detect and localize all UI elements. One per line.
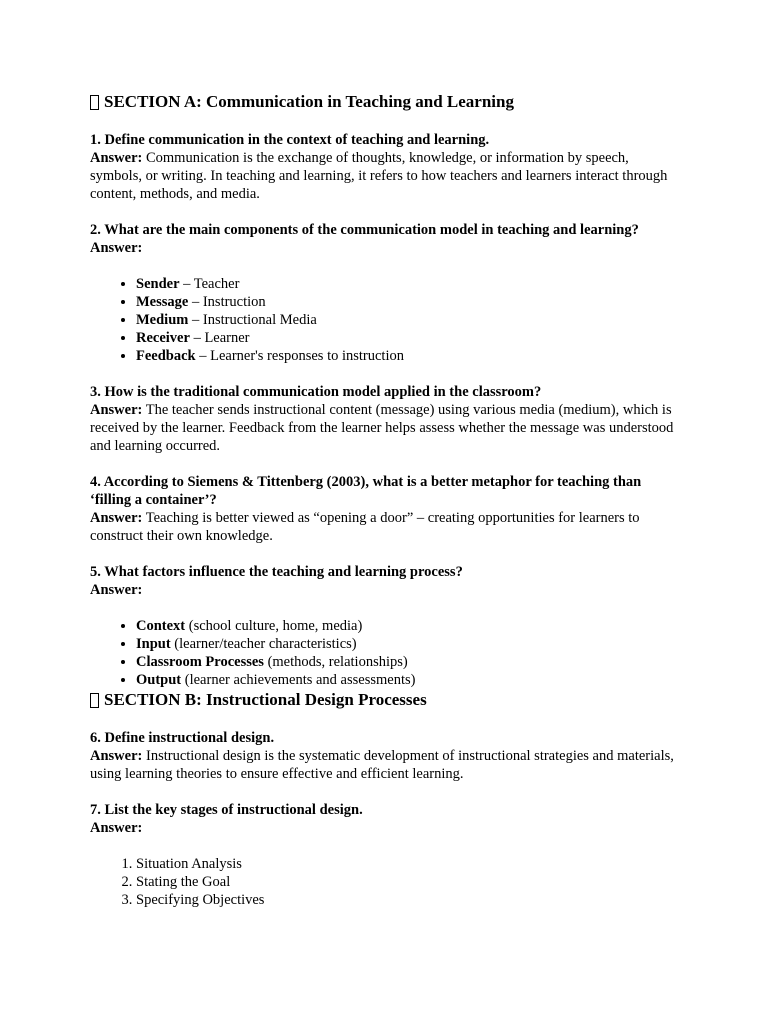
answer-text: The teacher sends instructional content (message) using various media (medium), which is received by the learner. Feedback from the learner helps assess whether the message was understood and learning occurred. [90,402,674,454]
answer-label: Answer: [90,820,143,836]
list-item [136,275,678,293]
list-desc: (school culture, home, media) [185,618,363,634]
list-term: Output [136,672,182,688]
answer-label: Answer: [90,510,143,526]
answer-paragraph [90,747,678,783]
list-term: Context [136,618,186,634]
list-desc: – Learner [189,330,250,346]
question-7 [90,801,678,909]
list-desc: (methods, relationships) [263,654,408,670]
answer-label: Answer: [90,150,143,166]
components-list [90,275,678,365]
answer-paragraph [90,401,678,455]
list-item: 3. Specifying Objectives [136,891,678,909]
list-term: Medium [136,312,189,328]
question-4 [90,473,678,545]
question-1 [90,131,678,203]
section-a-heading [90,91,678,113]
answer-label: Answer: [90,582,143,598]
list-item [136,311,678,329]
list-term: Receiver [136,330,190,346]
list-item [136,653,678,671]
answer-label: Answer: [90,748,143,764]
question-text: 1. Define communication in the context of teaching and learning. [90,132,490,148]
list-item [136,635,678,653]
answer-label: Answer: [90,240,143,256]
section-a-title: SECTION A: Communication in Teaching and Learning [104,92,514,111]
answer-text: Instructional design is the systematic development of instructional strategies and materials, using learning theories to ensure effective and efficient learning. [90,748,674,782]
factors-list [90,617,678,689]
question-2 [90,221,678,365]
list-term: Feedback [136,348,196,364]
list-desc: – Teacher [179,276,240,292]
question-text: 5. What factors influence the teaching and learning process? [90,564,463,580]
question-6 [90,729,678,783]
list-term: Classroom Processes [136,654,264,670]
question-text: 2. What are the main components of the communication model in teaching and learning? [90,222,639,238]
question-3 [90,383,678,455]
list-item: 2. Stating the Goal [136,873,678,891]
answer-paragraph [90,509,678,545]
list-term: Input [136,636,171,652]
answer-text: Communication is the exchange of thoughts, knowledge, or information by speech, symbols, or writing. In teaching and learning, it refers to how teachers and learners interact through content, methods, and media. [90,150,668,202]
list-item [136,293,678,311]
question-5 [90,563,678,689]
list-item: 1. Situation Analysis [136,855,678,873]
list-item [136,671,678,689]
list-desc: (learner achievements and assessments) [181,672,416,688]
list-desc: (learner/teacher characteristics) [170,636,357,652]
list-desc: – Instruction [188,294,266,310]
question-text: 6. Define instructional design. [90,730,275,746]
list-term: Message [136,294,189,310]
list-item [136,617,678,635]
section-b-title: SECTION B: Instructional Design Processes [104,690,427,709]
answer-label: Answer: [90,402,143,418]
list-item [136,329,678,347]
answer-paragraph [90,149,678,203]
section-b-heading [90,689,678,711]
unknown-glyph-icon [90,693,99,708]
list-desc: – Learner's responses to instruction [195,348,404,364]
list-term: Sender [136,276,180,292]
list-item [136,347,678,365]
question-text: 4. According to Siemens & Tittenberg (2003), what is a better metaphor for teaching than ‘filling a container’? [90,474,642,508]
unknown-glyph-icon [90,95,99,110]
list-desc: – Instructional Media [188,312,317,328]
question-text: 7. List the key stages of instructional design. [90,802,363,818]
stages-list [90,855,678,909]
answer-text: Teaching is better viewed as “opening a door” – creating opportunities for learners to construct their own knowledge. [90,510,640,544]
question-text: 3. How is the traditional communication model applied in the classroom? [90,384,542,400]
